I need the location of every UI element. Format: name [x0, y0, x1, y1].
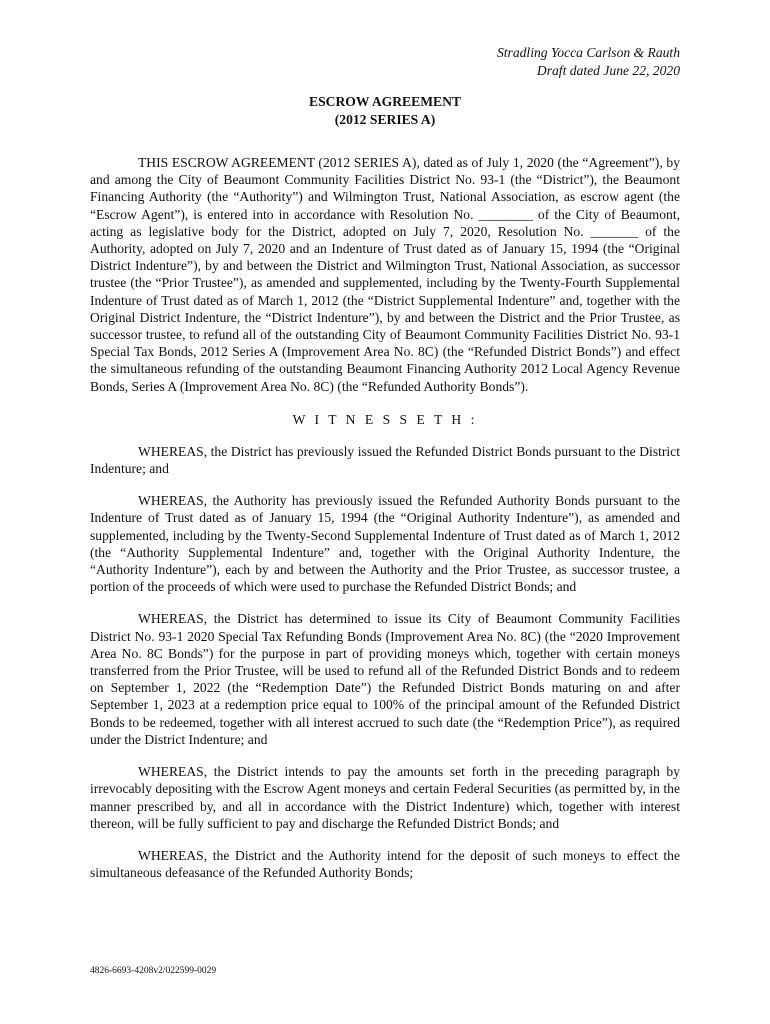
title-line-1: ESCROW AGREEMENT: [309, 94, 461, 109]
recital-paragraph: WHEREAS, the District intends to pay the amounts set forth in the preceding paragraph by irrevocably depositing with the Escrow Agent moneys and certain Federal Securities (as permitted by, in the manner prescribed by, and all in accordance with the District Indenture) which, together with interest thereon, will be fully sufficient to pay and discharge the Refunded District Bonds; and: [90, 764, 680, 831]
witnesseth-heading: W I T N E S S E T H :: [292, 411, 478, 427]
document-title: [90, 93, 680, 129]
draft-date: Draft dated June 22, 2020: [536, 63, 680, 78]
recital-paragraph: WHEREAS, the District has previously issued the Refunded District Bonds pursuant to the District Indenture; and: [90, 443, 680, 477]
firm-name: Stradling Yocca Carlson & Rauth: [496, 45, 680, 60]
title-line-2: (2012 SERIES A): [334, 112, 436, 127]
document-body: [90, 154, 680, 881]
intro-paragraph: THIS ESCROW AGREEMENT (2012 SERIES A), dated as of July 1, 2020 (the “Agreement”), by and among the City of Beaumont Community Facilities District No. 93-1 (the “District”), the Beaumont Financing Authority (the “Authority”) and Wilmington Trust, National Association, as escrow agent (the “Escrow Agent”), is entered into in accordance with Resolution No. ________ of the City of Beaumont, acting as legislative body for the District, adopted on July 7, 2020, Resolution No. _______ of the Authority, adopted on July 7, 2020 and an Indenture of Trust dated as of January 15, 1994 (the “Original District Indenture”), by and between the District and Wilmington Trust, National Association, as successor trustee (the “Prior Trustee”), as amended and supplemented, including by the Twenty-Fourth Supplemental Indenture of Trust dated as of March 1, 2012 (the “District Supplemental Indenture” and, together with the Original District Indenture, the “District Indenture”), by and between the District and the Prior Trustee, as successor trustee, to refund all of the outstanding City of Beaumont Community Facilities District No. 93-1 Special Tax Bonds, 2012 Series A (Improvement Area No. 8C) (the “Refunded District Bonds”) and effect the simultaneous refunding of the outstanding Beaumont Financing Authority 2012 Local Agency Revenue Bonds, Series A (Improvement Area No. 8C) (the “Refunded Authority Bonds”).: [90, 155, 680, 394]
recital-paragraph: WHEREAS, the District and the Authority intend for the deposit of such moneys to effect the simultaneous defeasance of the Refunded Authority Bonds;: [90, 847, 680, 881]
document-id-footer: 4826-6693-4208v2/022599-0029: [90, 966, 217, 976]
recital-paragraph: WHEREAS, the Authority has previously issued the Refunded Authority Bonds pursuant to the Indenture of Trust dated as of January 15, 1994 (the “Original Authority Indenture”), as amended and supplemented, including by the Twenty-Second Supplemental Indenture of Trust dated as of March 1, 2012 (the “Authority Supplemental Indenture” and, together with the Original Authority Indenture, the “Authority Indenture”), each by and between the Authority and the Prior Trustee, as successor trustee, a portion of the proceeds of which were used to purchase the Refunded District Bonds; and: [90, 493, 680, 595]
recital-paragraph: WHEREAS, the District has determined to issue its City of Beaumont Community Facilities District No. 93-1 2020 Special Tax Refunding Bonds (Improvement Area No. 8C) (the “2020 Improvement Area No. 8C Bonds”) for the purpose in part of providing moneys which, together with certain moneys transferred from the Prior Trustee, will be used to refund all of the Refunded District Bonds and to redeem on September 1, 2022 (the “Redemption Date”) the Refunded District Bonds maturing on and after September 1, 2023 at a redemption price equal to 100% of the principal amount of the Refunded District Bonds to be redeemed, together with all interest accrued to such date (the “Redemption Price”), as required under the District Indenture; and: [90, 611, 680, 747]
draft-header: [90, 44, 680, 80]
